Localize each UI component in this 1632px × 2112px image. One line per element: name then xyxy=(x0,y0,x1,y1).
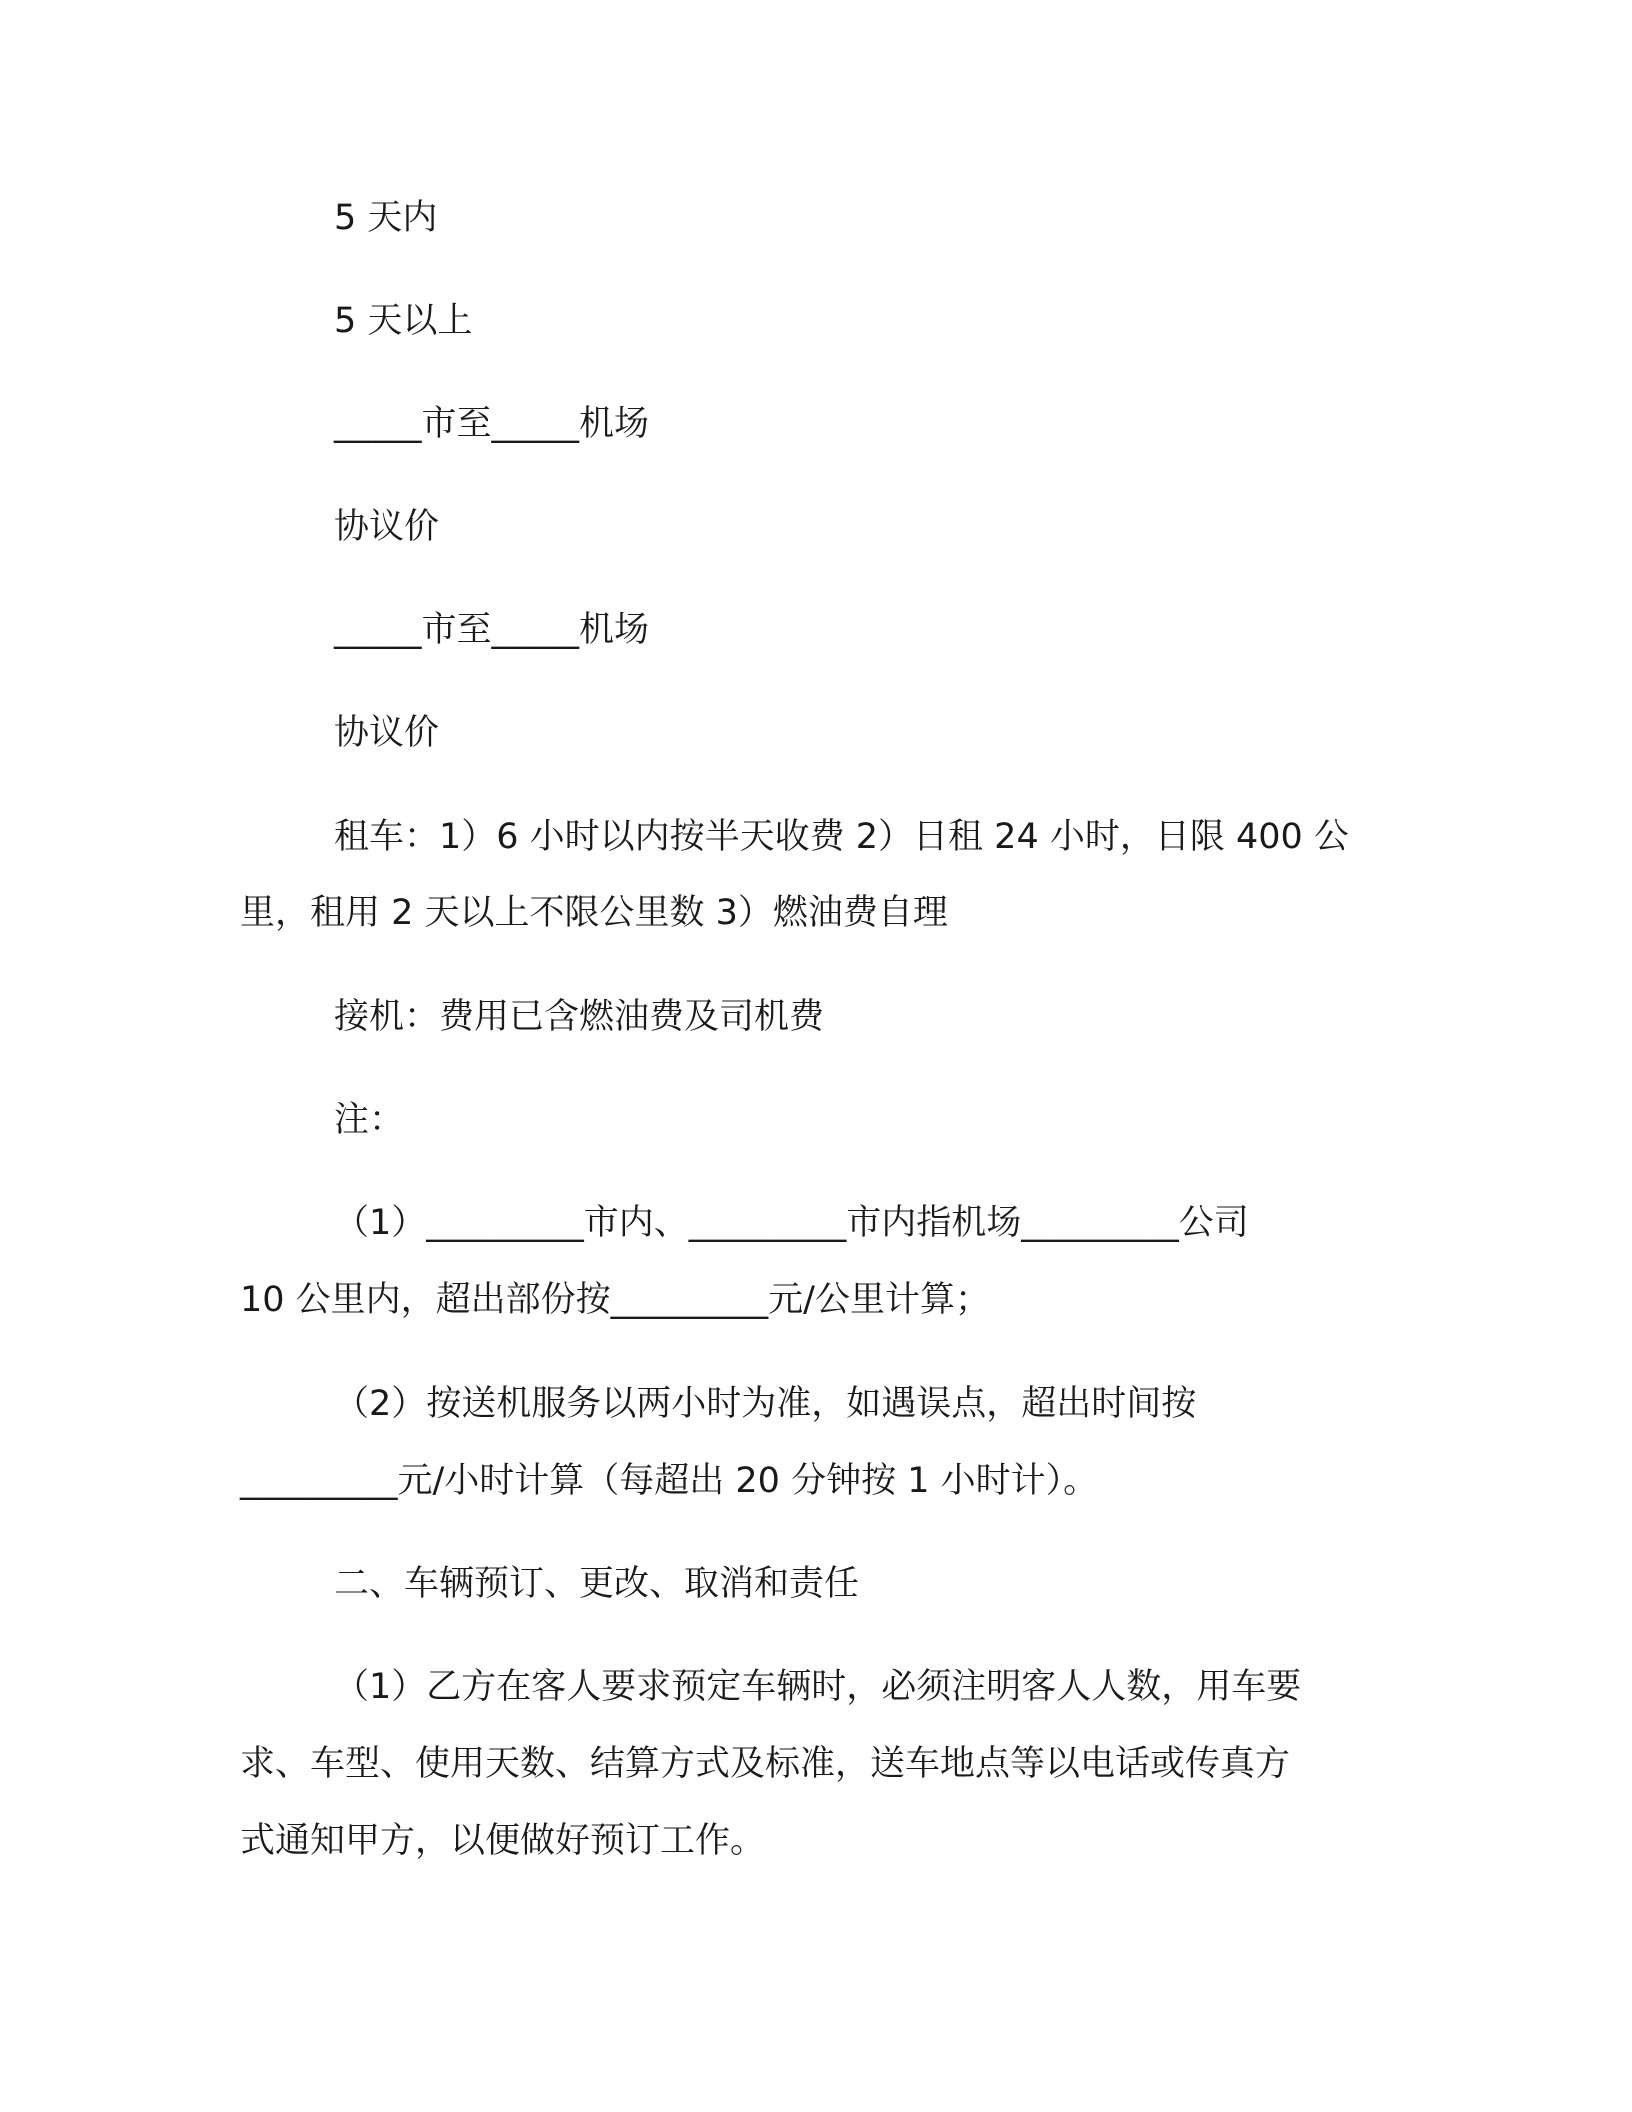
text-line: 里，租用 2 天以上不限公里数 3）燃油费自理 xyxy=(240,893,948,933)
text-line: 求、车型、使用天数、结算方式及标准，送车地点等以电话或传真方 xyxy=(240,1744,1291,1784)
text-line: 式通知甲方，以便做好预订工作。 xyxy=(240,1821,766,1861)
text-line: 10 公里内，超出部份按_________元/公里计算； xyxy=(240,1280,990,1320)
section-heading: 二、车辆预订、更改、取消和责任 xyxy=(334,1564,860,1604)
text-line: _____市至_____机场 xyxy=(334,404,650,444)
text-line: _________元/小时计算（每超出 20 分钟按 1 小时计）。 xyxy=(240,1461,1099,1501)
text-line: 5 天以上 xyxy=(334,301,473,341)
text-line: 注： xyxy=(334,1100,405,1140)
text-line: 协议价 xyxy=(334,713,440,753)
text-line: （1）_________市内、_________市内指机场_________公司 xyxy=(334,1203,1249,1243)
text-line: 5 天内 xyxy=(334,198,438,238)
text-line: （1）乙方在客人要求预定车辆时，必须注明客人人数，用车要 xyxy=(334,1667,1302,1707)
text-line: 租车：1）6 小时以内按半天收费 2）日租 24 小时，日限 400 公 xyxy=(334,817,1349,857)
text-line: 接机：费用已含燃油费及司机费 xyxy=(334,997,825,1037)
text-line: （2）按送机服务以两小时为准，如遇误点，超出时间按 xyxy=(334,1384,1197,1424)
text-line: 协议价 xyxy=(334,507,440,547)
text-line: _____市至_____机场 xyxy=(334,610,650,650)
